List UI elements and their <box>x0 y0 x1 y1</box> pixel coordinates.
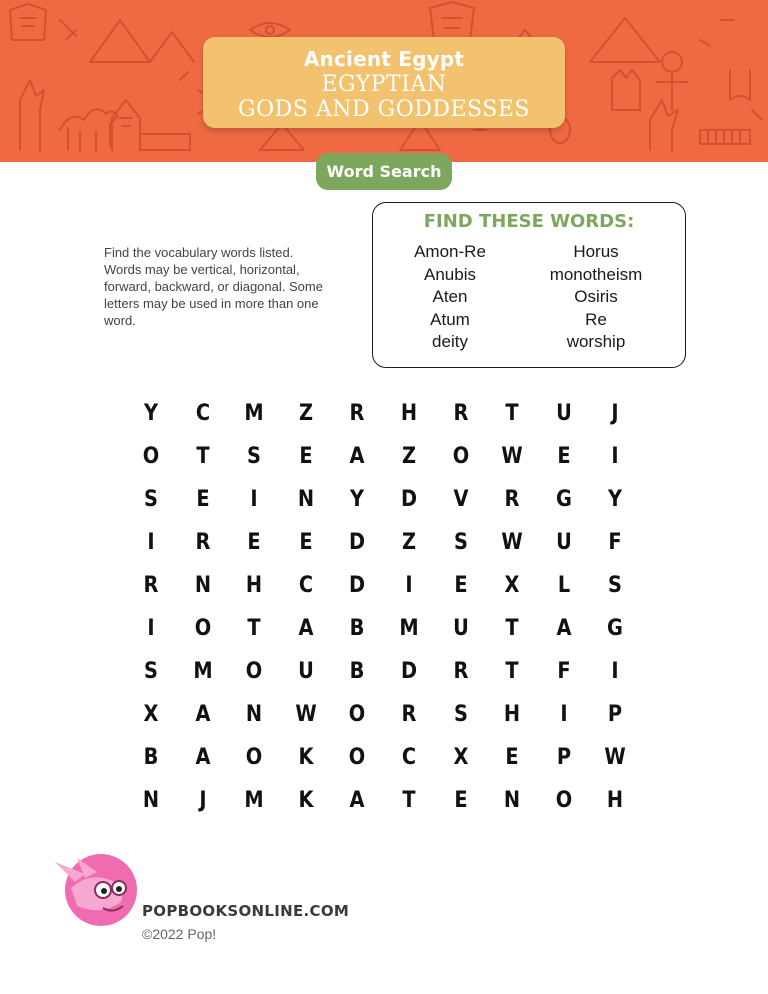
grid-row <box>125 607 643 650</box>
grid-letter: E <box>453 573 468 598</box>
letter-grid <box>125 392 643 822</box>
grid-letter: G <box>607 616 624 641</box>
grid-letter: I <box>560 702 568 727</box>
grid-letter: S <box>453 702 468 727</box>
grid-letter: N <box>246 702 263 727</box>
grid-letter: R <box>504 487 520 512</box>
grid-letter: U <box>452 616 469 641</box>
instructions-text: Find the vocabulary words listed. Words may be vertical, horizontal, forward, backward, or diagonal. Some letters may be used in more than one word. <box>104 245 323 328</box>
grid-letter: I <box>147 616 155 641</box>
grid-letter: C <box>195 401 210 426</box>
grid-letter: T <box>402 788 416 813</box>
grid-letter: F <box>557 659 571 684</box>
grid-letter: P <box>608 702 623 727</box>
grid-letter: D <box>400 487 418 512</box>
grid-letter: M <box>244 401 264 426</box>
word-item: Atum <box>430 309 470 329</box>
grid-letter: O <box>245 659 263 684</box>
grid-letter: R <box>401 702 417 727</box>
grid-letter: F <box>608 530 623 555</box>
grid-letter: S <box>608 573 623 598</box>
word-bank <box>372 202 686 368</box>
grid-letter: A <box>556 616 572 641</box>
grid-letter: M <box>244 788 264 813</box>
grid-letter: R <box>349 401 365 426</box>
grid-letter: H <box>504 702 521 727</box>
grid-letter: S <box>144 659 158 684</box>
header-banner <box>0 0 768 162</box>
grid-letter: D <box>349 530 366 555</box>
word-item: Osiris <box>574 287 618 307</box>
grid-letter: J <box>611 401 619 426</box>
grid-letter: O <box>142 444 160 469</box>
grid-letter: O <box>245 745 263 770</box>
pink-kangaroo-icon <box>45 848 141 932</box>
grid-letter: T <box>505 659 519 684</box>
word-item: monotheism <box>549 264 643 284</box>
grid-letter: A <box>349 444 365 469</box>
page-title-line-1: EGYPTIAN <box>321 72 447 97</box>
grid-letter: H <box>400 401 418 426</box>
grid-letter: H <box>246 573 263 598</box>
grid-letter: M <box>399 616 419 641</box>
grid-letter: U <box>297 659 314 684</box>
grid-row <box>125 521 643 564</box>
grid-letter: O <box>555 788 573 813</box>
grid-letter: D <box>349 573 366 598</box>
grid-letter: D <box>400 659 418 684</box>
grid-letter: H <box>607 788 624 813</box>
grid-letter: O <box>349 745 366 770</box>
grid-letter: E <box>299 530 313 555</box>
word-item: Amon-Re <box>414 242 486 261</box>
word-item: Anubis <box>424 264 476 284</box>
grid-letter: R <box>453 659 469 684</box>
word-item: Aten <box>432 287 468 307</box>
grid-letter: P <box>556 745 571 770</box>
grid-letter: S <box>247 444 262 469</box>
grid-letter: R <box>453 401 469 426</box>
grid-letter: N <box>194 573 211 598</box>
grid-letter: E <box>453 788 468 813</box>
grid-letter: C <box>298 573 313 598</box>
grid-letter: V <box>453 487 469 512</box>
grid-letter: N <box>504 788 521 813</box>
grid-letter: B <box>350 659 365 684</box>
grid-letter: X <box>453 745 469 770</box>
grid-letter: G <box>555 487 572 512</box>
grid-letter: T <box>247 616 261 641</box>
grid-row <box>125 392 643 435</box>
word-item: Re <box>585 309 607 329</box>
grid-letter: E <box>299 444 313 469</box>
grid-letter: I <box>405 573 413 598</box>
grid-letter: Y <box>143 401 159 426</box>
grid-letter: J <box>198 788 207 813</box>
grid-letter: I <box>250 487 258 512</box>
page-title-line-2: GODS AND GODDESSES <box>238 97 530 122</box>
grid-letter: N <box>142 788 160 813</box>
grid-letter: L <box>557 573 570 598</box>
grid-letter: N <box>297 487 314 512</box>
grid-letter: Y <box>608 487 623 512</box>
grid-letter: T <box>195 444 210 469</box>
grid-letter: E <box>195 487 210 512</box>
grid-letter: A <box>195 702 211 727</box>
grid-row <box>125 435 643 478</box>
copyright-text: ©2022 Pop! <box>142 926 217 942</box>
grid-letter: Z <box>401 444 417 469</box>
grid-letter: U <box>555 530 572 555</box>
grid-row <box>125 693 643 736</box>
grid-letter: S <box>144 487 158 512</box>
grid-letter: W <box>501 444 523 469</box>
grid-letter: R <box>195 530 211 555</box>
grid-letter: C <box>401 745 417 770</box>
grid-letter: Z <box>401 530 417 555</box>
grid-letter: B <box>350 616 365 641</box>
grid-letter: O <box>194 616 211 641</box>
grid-letter: R <box>143 573 159 598</box>
grid-letter: I <box>611 444 619 469</box>
word-bank-title: FIND THESE WORDS: <box>423 211 635 232</box>
grid-letter: Z <box>298 401 313 426</box>
site-link[interactable]: POPBOOKSONLINE.COM <box>142 902 350 920</box>
word-item: worship <box>566 332 626 352</box>
grid-letter: Y <box>350 487 365 512</box>
grid-letter: W <box>295 702 317 727</box>
grid-letter: E <box>247 530 261 555</box>
word-item: Horus <box>573 242 619 261</box>
activity-label: Word Search <box>316 153 452 190</box>
grid-letter: B <box>143 745 159 770</box>
grid-letter: I <box>147 530 155 555</box>
grid-row <box>125 478 643 521</box>
grid-letter: U <box>555 401 572 426</box>
grid-row <box>125 736 643 779</box>
grid-letter: K <box>298 788 314 813</box>
grid-letter: O <box>452 444 469 469</box>
grid-letter: E <box>505 745 519 770</box>
subject-title: Ancient Egypt <box>303 47 465 71</box>
title-card <box>203 37 565 128</box>
grid-letter: X <box>504 573 520 598</box>
grid-row <box>125 779 643 822</box>
grid-letter: A <box>195 745 211 770</box>
grid-letter: S <box>453 530 468 555</box>
grid-letter: O <box>349 702 366 727</box>
word-bank-column-right <box>526 241 666 354</box>
word-item: deity <box>432 332 468 352</box>
grid-letter: A <box>298 616 314 641</box>
grid-row <box>125 564 643 607</box>
grid-letter: I <box>611 659 619 684</box>
grid-letter: X <box>143 702 159 727</box>
grid-row <box>125 650 643 693</box>
grid-letter: T <box>505 401 519 426</box>
grid-letter: W <box>604 745 627 770</box>
grid-letter: E <box>557 444 571 469</box>
word-bank-column-left <box>380 241 520 354</box>
grid-letter: W <box>501 530 523 555</box>
grid-letter: K <box>298 745 314 770</box>
grid-letter: M <box>192 659 213 684</box>
grid-letter: A <box>349 788 365 813</box>
grid-letter: T <box>505 616 519 641</box>
